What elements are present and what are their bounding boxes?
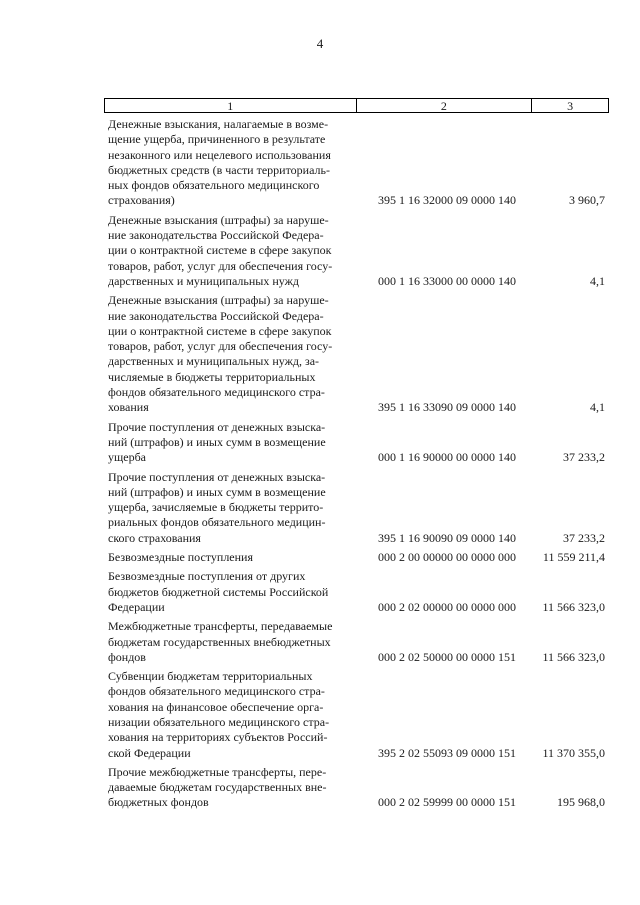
row-code-text: 000 2 02 50000 00 0000 151 xyxy=(378,649,516,664)
table-row xyxy=(104,470,609,546)
row-name: Безвозмездные поступления xyxy=(108,550,253,565)
table-header xyxy=(104,98,609,113)
table-row xyxy=(104,619,609,665)
row-code xyxy=(356,213,532,289)
row-code xyxy=(356,765,532,811)
row-code-text: 000 1 16 33000 00 0000 140 xyxy=(378,273,516,288)
row-amount-text: 4,1 xyxy=(590,400,605,415)
revenue-table xyxy=(104,98,609,811)
row-name: Прочие поступления от денежных взыска- ний (штрафов) и иных сумм в возмещение ущерба, зачисляемые в бюджеты террито- риальных фондов обязательного медицин- ского страхования xyxy=(108,469,326,545)
table-row xyxy=(104,550,609,565)
row-code xyxy=(356,293,532,415)
row-code xyxy=(356,117,532,209)
row-amount xyxy=(532,669,609,761)
row-name: Прочие поступления от денежных взыска- ний (штрафов) и иных сумм в возмещение ущерба xyxy=(108,419,326,465)
table-row xyxy=(104,765,609,811)
row-code-text: 395 1 16 32000 09 0000 140 xyxy=(378,193,516,208)
row-name: Денежные взыскания (штрафы) за наруше- ние законодательства Российской Федера- ции о контрактной системе в сфере закупок товаров, работ, услуг для обеспечения госу- дарственных и муниципальных нужд xyxy=(108,212,333,288)
row-name: Денежные взыскания (штрафы) за наруше- ние законодательства Российской Федера- ции о контрактной системе в сфере закупок товаров, работ, услуг для обеспечения госу- дарственных и муниципальных нужд, за- числяемые в бюджеты территориальных фондов обязательного медицинского стра- хования xyxy=(108,293,333,415)
row-code-text: 000 1 16 90000 00 0000 140 xyxy=(378,450,516,465)
row-code xyxy=(356,569,532,615)
row-amount-text: 11 566 323,0 xyxy=(542,599,605,614)
row-code xyxy=(356,470,532,546)
row-name: Денежные взыскания, налагаемые в возме- щение ущерба, причиненного в результате незаконного или нецелевого использования бюджетных средств (в части территориаль- ных фондов обязательного медицинского страхования) xyxy=(108,117,331,208)
row-amount-text: 37 233,2 xyxy=(563,530,605,545)
row-amount xyxy=(532,765,609,811)
row-amount-text: 11 370 355,0 xyxy=(542,745,605,760)
row-amount xyxy=(532,569,609,615)
row-name: Прочие межбюджетные трансферты, пере- даваемые бюджетам государственных вне- бюджетных фондов xyxy=(108,764,327,810)
row-amount xyxy=(532,117,609,209)
row-amount-text: 11 559 211,4 xyxy=(542,550,605,565)
row-amount xyxy=(532,420,609,466)
row-code-text: 395 1 16 90090 09 0000 140 xyxy=(378,530,516,545)
row-amount-text: 195 968,0 xyxy=(557,795,605,810)
row-code xyxy=(356,669,532,761)
row-name: Субвенции бюджетам территориальных фондов обязательного медицинского стра- хования на финансовое обеспечение орга- низации обязательного медицинского стра- хования на территориях субъектов Россий- ской Федерации xyxy=(108,669,330,760)
table-row xyxy=(104,569,609,615)
table-row xyxy=(104,117,609,209)
row-amount-text: 11 566 323,0 xyxy=(542,649,605,664)
row-name: Безвозмездные поступления от других бюджетов бюджетной системы Российской Федерации xyxy=(108,569,329,614)
row-amount xyxy=(532,470,609,546)
header-col-1: 1 xyxy=(105,99,357,112)
row-code xyxy=(356,550,532,565)
row-code-text: 395 2 02 55093 09 0000 151 xyxy=(378,745,516,760)
row-amount-text: 3 960,7 xyxy=(569,193,605,208)
row-amount xyxy=(532,293,609,415)
row-code xyxy=(356,619,532,665)
header-col-3: 3 xyxy=(532,99,609,112)
table-row xyxy=(104,213,609,289)
row-amount xyxy=(532,619,609,665)
row-amount xyxy=(532,213,609,289)
row-code-text: 000 2 02 00000 00 0000 000 xyxy=(378,599,516,614)
row-code xyxy=(356,420,532,466)
row-code-text: 395 1 16 33090 09 0000 140 xyxy=(378,400,516,415)
table-row xyxy=(104,669,609,761)
row-name: Межбюджетные трансферты, передаваемые бюджетам государственных внебюджетных фондов xyxy=(108,619,333,664)
header-col-2: 2 xyxy=(357,99,533,112)
page-number: 4 xyxy=(316,36,324,51)
table-row xyxy=(104,293,609,415)
row-amount xyxy=(532,550,609,565)
row-amount-text: 4,1 xyxy=(590,273,605,288)
row-code-text: 000 2 00 00000 00 0000 000 xyxy=(378,550,516,565)
table-row xyxy=(104,420,609,466)
row-amount-text: 37 233,2 xyxy=(563,450,605,465)
row-code-text: 000 2 02 59999 00 0000 151 xyxy=(378,795,516,810)
